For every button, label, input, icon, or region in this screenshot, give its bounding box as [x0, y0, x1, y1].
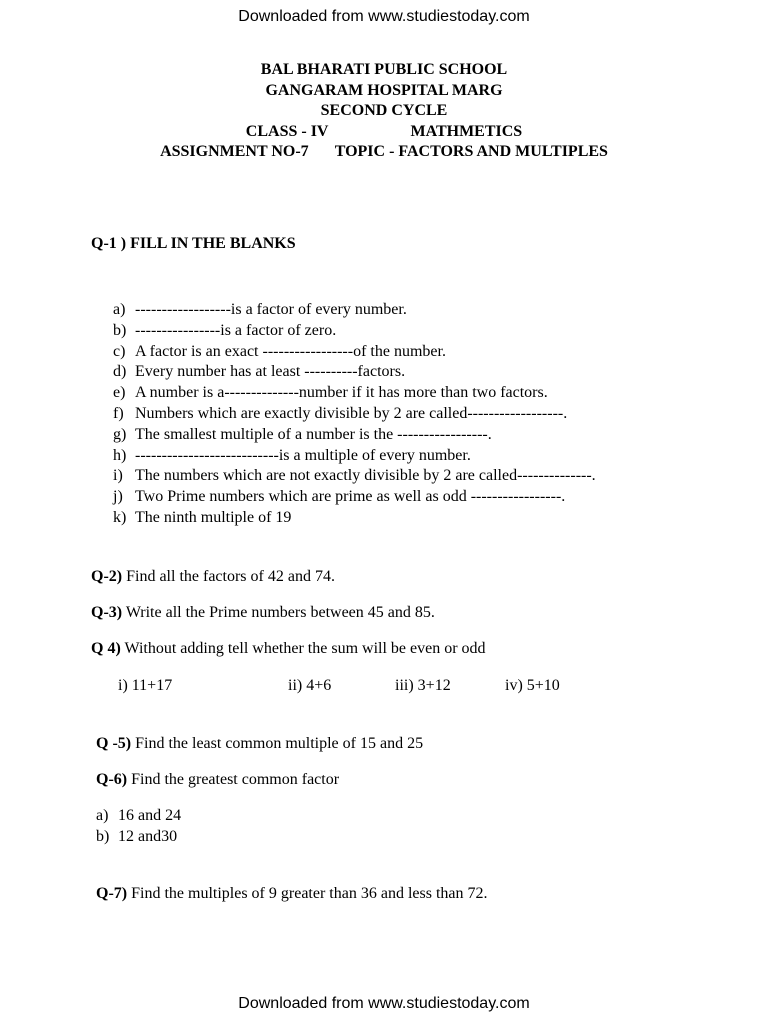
watermark-top: Downloaded from www.studiestoday.com [238, 8, 530, 25]
item-letter: i) [113, 467, 123, 485]
q1-title: Q-1 ) FILL IN THE BLANKS [91, 235, 296, 252]
item-text: The numbers which are not exactly divisible by 2 are called--------------. [135, 467, 596, 485]
class-subject-line [0, 122, 768, 143]
q6-list [96, 806, 181, 848]
question-7 [96, 884, 487, 905]
list-item [113, 404, 596, 425]
item-letter: j) [113, 488, 123, 506]
list-item [96, 806, 181, 827]
question-text: Find all the factors of 42 and 74. [122, 568, 335, 585]
list-item [113, 383, 596, 404]
list-item [113, 446, 596, 467]
list-item [113, 487, 596, 508]
q1-list [113, 300, 596, 529]
school-address: GANGARAM HOSPITAL MARG [265, 81, 503, 99]
item-text: The ninth multiple of 19 [135, 508, 292, 526]
document-header [0, 60, 768, 163]
question-6 [96, 770, 339, 791]
question-label: Q-2) [91, 568, 123, 585]
question-text: Find the greatest common factor [127, 771, 340, 788]
item-text: Every number has at least ----------factors. [135, 363, 406, 381]
question-text: Find the least common multiple of 15 and 25 [131, 735, 424, 752]
list-item [113, 300, 596, 321]
item-letter: b) [113, 321, 127, 339]
item-letter: f) [113, 404, 124, 422]
question-text: Without adding tell whether the sum will be even or odd [120, 640, 486, 657]
item-letter: a) [113, 301, 126, 318]
item-text: A number is a--------------number if it has more than two factors. [135, 384, 548, 402]
item-text: Two Prime numbers which are prime as well as odd -----------------. [135, 488, 566, 506]
question-text: Write all the Prime numbers between 45 and 85. [122, 604, 435, 621]
list-item [113, 342, 596, 363]
option-3: iii) 3+12 [395, 677, 451, 694]
item-letter: d) [113, 363, 127, 381]
watermark-bottom: Downloaded from www.studiestoday.com [238, 995, 530, 1012]
item-letter: k) [113, 508, 127, 526]
list-item [113, 466, 596, 487]
item-text: ------------------is a factor of every number. [135, 301, 407, 318]
item-text: ---------------------------is a multiple of every number. [135, 446, 471, 464]
list-item [113, 425, 596, 446]
option-4: iv) 5+10 [505, 677, 560, 694]
list-item [113, 362, 596, 383]
item-text: 16 and 24 [118, 807, 182, 824]
question-5 [96, 734, 423, 755]
question-3 [91, 603, 435, 624]
item-letter: e) [113, 384, 126, 402]
question-2 [91, 567, 335, 588]
topic-label: TOPIC - FACTORS AND MULTIPLES [334, 143, 608, 160]
list-item [96, 827, 181, 848]
list-item [113, 321, 596, 342]
question-label: Q -5) [96, 735, 132, 752]
item-text: A factor is an exact -----------------of the number. [135, 342, 446, 360]
item-text: Numbers which are exactly divisible by 2 are called------------------. [135, 404, 568, 422]
item-letter: a) [96, 807, 109, 824]
question-label: Q-7) [96, 885, 128, 902]
question-label: Q-6) [96, 771, 128, 788]
class-label: CLASS - IV [245, 122, 329, 140]
assignment-label: ASSIGNMENT NO-7 [160, 143, 309, 160]
item-text: The smallest multiple of a number is the -----------------. [135, 425, 492, 443]
question-label: Q-3) [91, 604, 123, 621]
list-item [113, 508, 596, 529]
school-name: BAL BHARATI PUBLIC SCHOOL [260, 61, 508, 78]
item-letter: h) [113, 446, 127, 464]
question-label: Q 4) [91, 640, 121, 657]
question-text: Find the multiples of 9 greater than 36 and less than 72. [127, 885, 488, 902]
item-letter: b) [96, 827, 110, 845]
question-4 [91, 639, 486, 660]
assignment-topic-line [0, 142, 768, 163]
item-text: ----------------is a factor of zero. [135, 321, 337, 339]
subject-label: MATHMETICS [410, 122, 523, 140]
item-letter: c) [113, 342, 126, 360]
item-letter: g) [113, 425, 127, 443]
option-2: ii) 4+6 [288, 677, 332, 694]
option-1: i) 11+17 [118, 677, 173, 694]
cycle: SECOND CYCLE [320, 102, 448, 119]
item-text: 12 and30 [118, 827, 178, 845]
